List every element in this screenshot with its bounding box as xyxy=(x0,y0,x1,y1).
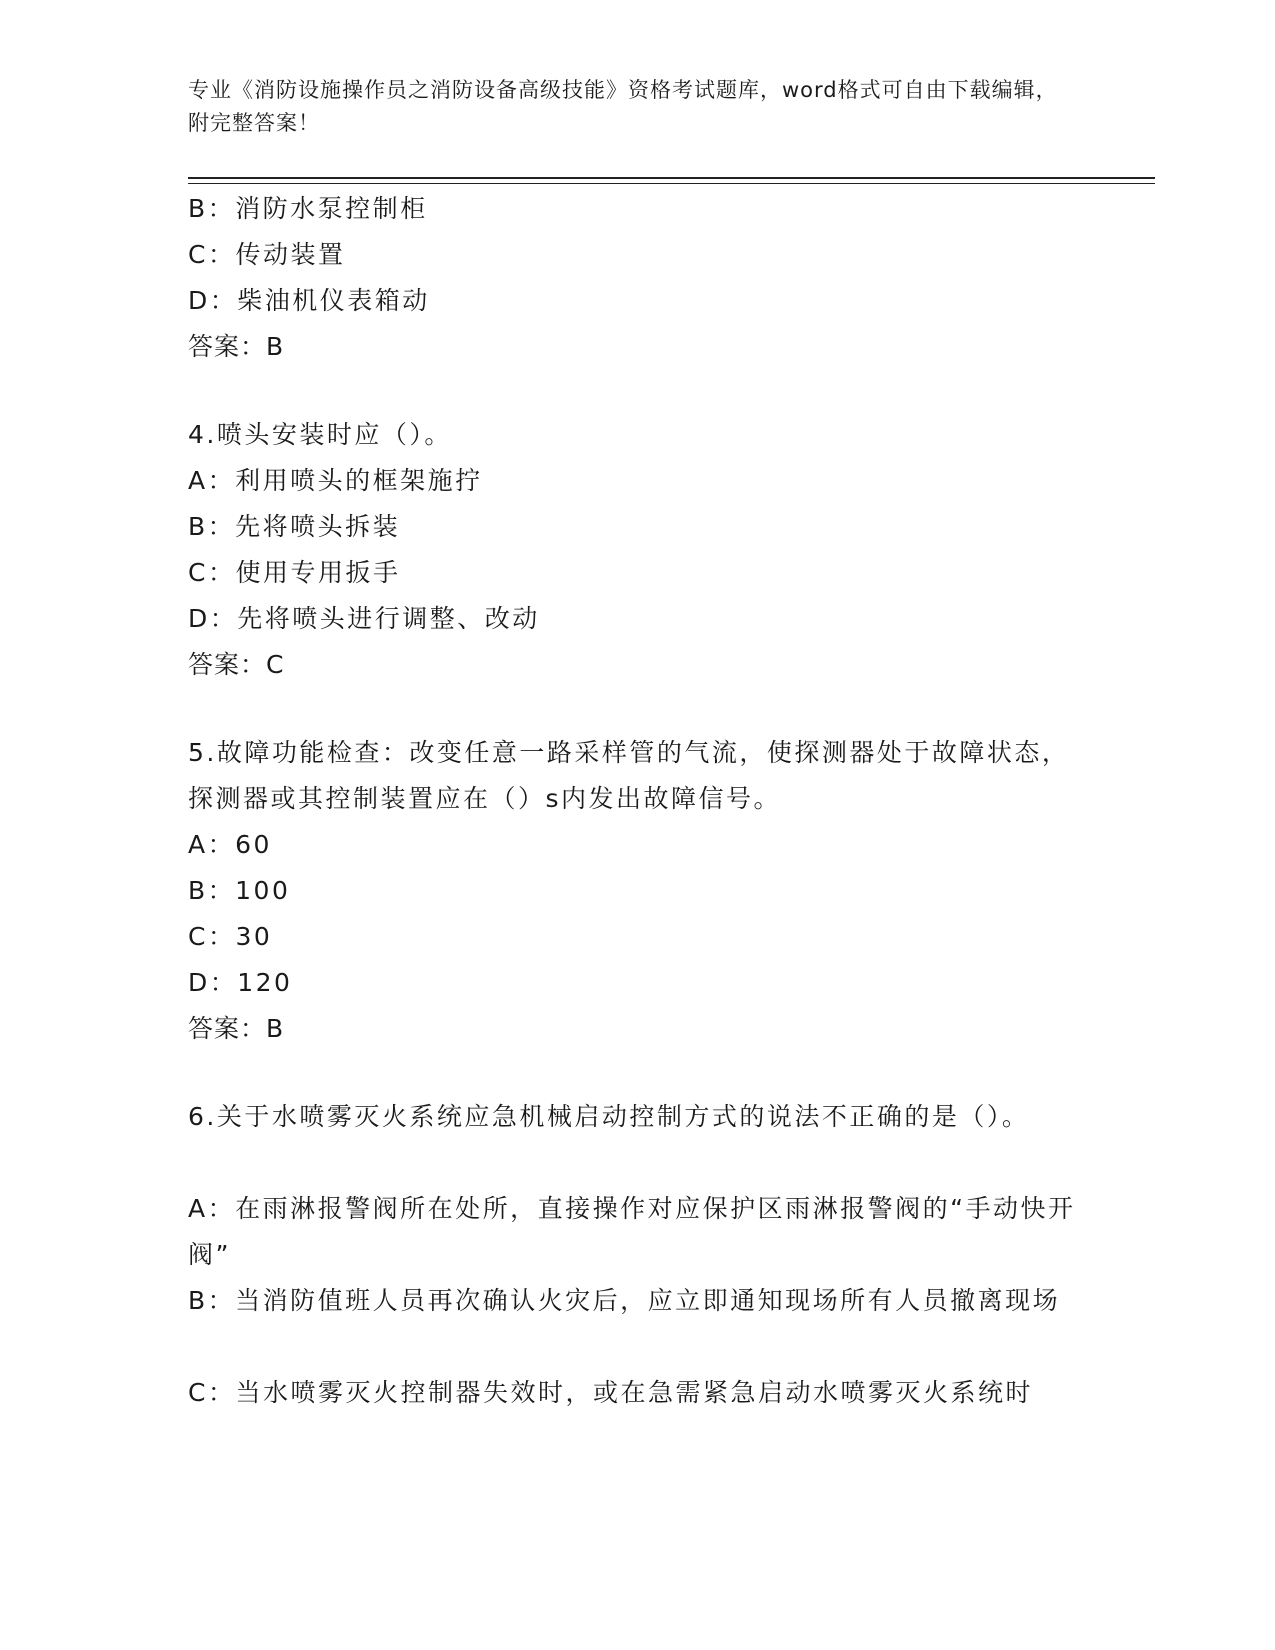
question-6: 6.关于水喷雾灭火系统应急机械启动控制方式的说法不正确的是（）。 xyxy=(188,1102,1030,1131)
option-a: A：利用喷头的框架施拧 xyxy=(188,466,483,495)
option-b: B：100 xyxy=(188,876,291,905)
option-c: C：传动装置 xyxy=(188,240,346,269)
option-b: B：当消防值班人员再次确认火灾后，应立即通知现场所有人员撤离现场 xyxy=(188,1286,1061,1315)
question-5: 5.故障功能检查：改变任意一路采样管的气流，使探测器处于故障状态，探测器或其控制装置应在（）s内发出故障信号。 xyxy=(188,738,1070,813)
option-d: D：先将喷头进行调整、改动 xyxy=(188,604,540,633)
option-b: B：先将喷头拆装 xyxy=(188,512,401,541)
question-content xyxy=(188,186,1078,1416)
page-header: 专业《消防设施操作员之消防设备高级技能》资格考试题库，word格式可自由下载编辑，附完整答案！ xyxy=(188,78,1058,135)
option-a: A：在雨淋报警阀所在处所，直接操作对应保护区雨淋报警阀的“手动快开阀” xyxy=(188,1194,1076,1269)
option-c: C：使用专用扳手 xyxy=(188,558,401,587)
option-d: D：120 xyxy=(188,968,293,997)
option-c: C：当水喷雾灭火控制器失效时，或在急需紧急启动水喷雾灭火系统时 xyxy=(188,1378,1033,1407)
option-a: A：60 xyxy=(188,830,272,859)
header-divider xyxy=(188,177,1155,184)
option-c: C：30 xyxy=(188,922,273,951)
question-4: 4.喷头安装时应（）。 xyxy=(188,420,452,449)
answer: 答案：B xyxy=(188,332,285,361)
answer: 答案：B xyxy=(188,1014,285,1043)
option-b: B：消防水泵控制柜 xyxy=(188,194,428,223)
answer: 答案：C xyxy=(188,650,285,679)
option-d: D：柴油机仪表箱动 xyxy=(188,286,430,315)
